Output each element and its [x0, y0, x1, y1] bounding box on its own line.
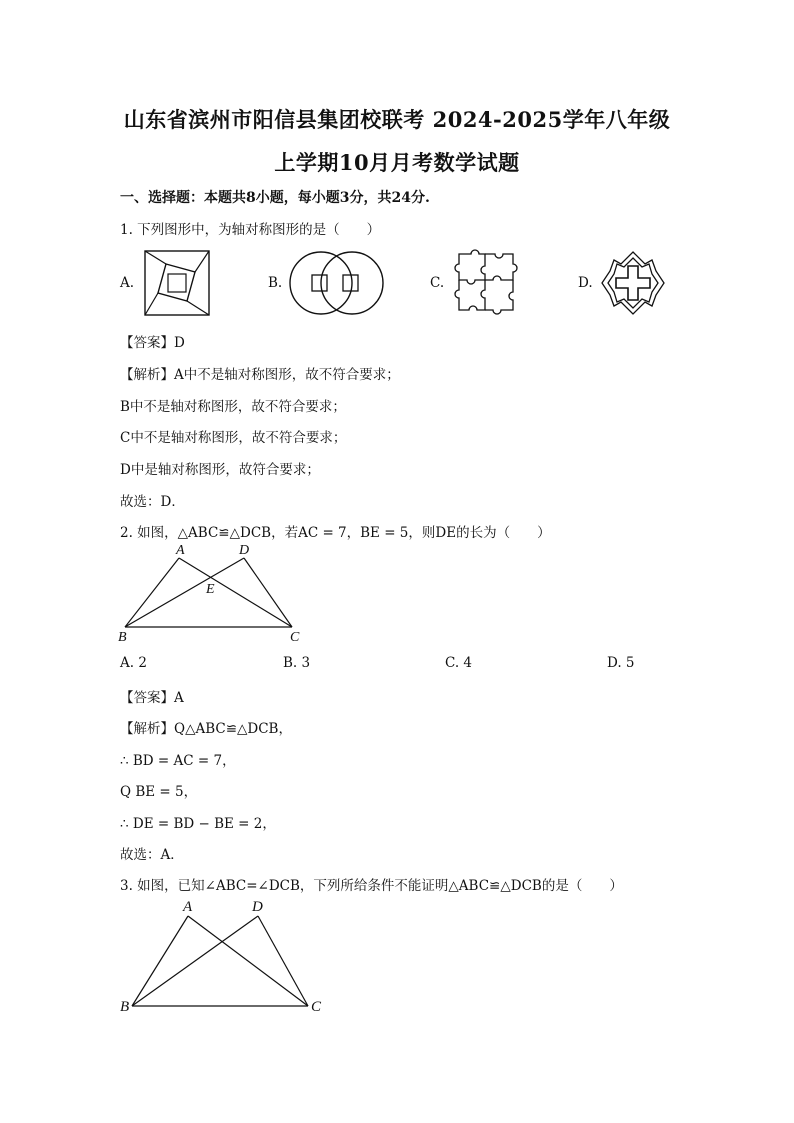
q2-analysis-line-4: ∴ DE = BD − BE = 2， — [120, 816, 276, 832]
q2-label-e: E — [206, 582, 215, 597]
q3-label-b: B — [120, 999, 130, 1015]
section-heading: 一、选择题：本题共8小题，每小题3分，共24分. — [120, 190, 430, 206]
q2-analysis-line-1: 【解析】Q△ABC≌△DCB， — [120, 721, 292, 737]
q3-label-a: A — [183, 899, 193, 915]
q1-analysis-line-4: D中是轴对称图形，故符合要求； — [120, 462, 320, 478]
q1-analysis-line-1: 【解析】A中不是轴对称图形，故不符合要求； — [120, 367, 400, 383]
q3-stem: 3. 如图，已知∠ABC=∠DCB，下列所给条件不能证明△ABC≌△DCB的是（ ） — [120, 878, 623, 894]
q2-option-c: C. 4 — [445, 655, 473, 671]
q2-option-b: B. 3 — [283, 655, 311, 671]
q3-label-d: D — [252, 899, 263, 915]
q3-figure — [112, 896, 332, 1020]
q2-label-b: B — [118, 630, 127, 645]
q1-figure-c — [455, 248, 517, 318]
q2-analysis-line-2: ∴ BD = AC = 7， — [120, 753, 236, 769]
q2-option-d: D. 5 — [607, 655, 635, 671]
q1-analysis-line-3: C中不是轴对称图形，故不符合要求； — [120, 430, 347, 446]
q2-analysis-line-5: 故选：A． — [120, 847, 184, 863]
q1-option-a-label: A. — [120, 275, 135, 291]
q1-option-c-label: C. — [430, 275, 445, 291]
q2-label-a: A — [176, 543, 185, 558]
q1-analysis-line-2: B中不是轴对称图形，故不符合要求； — [120, 399, 346, 415]
q1-analysis-line-5: 故选：D． — [120, 494, 185, 510]
q1-option-b-label: B. — [268, 275, 283, 291]
q1-answer: 【答案】D — [120, 335, 185, 351]
q1-figure-d — [600, 250, 666, 316]
q2-analysis-line-3: Q BE = 5， — [120, 784, 198, 800]
q2-figure — [112, 542, 312, 646]
q1-figure-b — [290, 248, 384, 318]
q1-stem: 1. 下列图形中，为轴对称图形的是（ ） — [120, 222, 381, 238]
title-line-1: 山东省滨州市阳信县集团校联考 2024-2025学年八年级 — [123, 107, 671, 132]
q2-stem: 2. 如图，△ABC≌△DCB，若AC = 7，BE = 5，则DE的长为（ ） — [120, 525, 551, 541]
q2-label-d: D — [239, 543, 250, 558]
q2-label-c: C — [290, 630, 300, 645]
q1-option-d-label: D. — [578, 275, 593, 291]
q1-figure-a — [144, 250, 210, 316]
q2-answer: 【答案】A — [120, 690, 184, 706]
q2-option-a: A. 2 — [120, 655, 147, 671]
q3-label-c: C — [311, 999, 322, 1015]
title-line-2: 上学期10月月考数学试题 — [274, 150, 520, 175]
